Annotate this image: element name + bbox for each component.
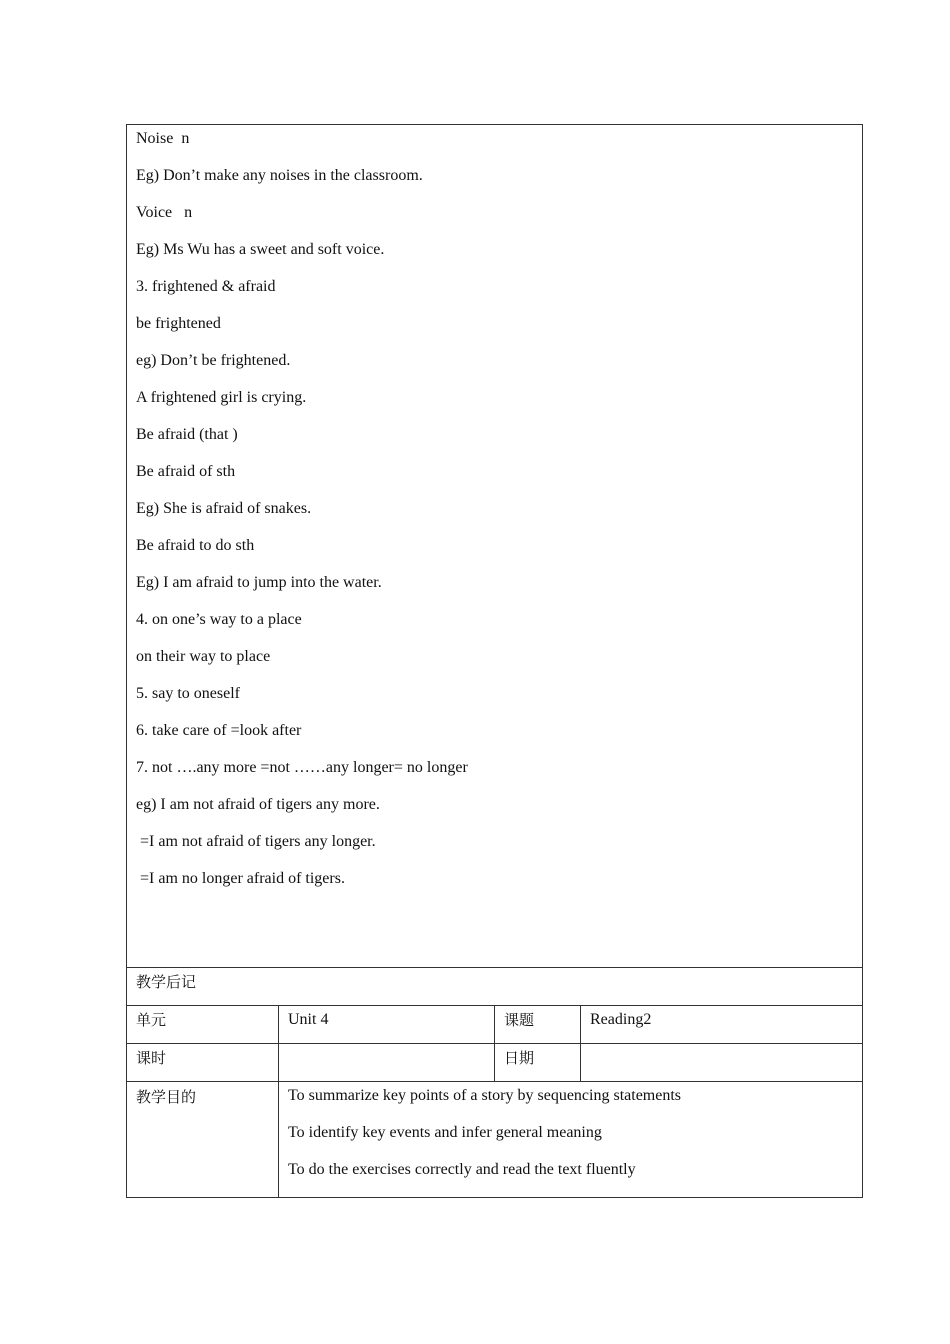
note-line: Be afraid of sth [136, 463, 236, 480]
note-line: eg) Don’t be frightened. [136, 352, 291, 369]
date-value [581, 1044, 863, 1082]
period-label: 课时 [127, 1044, 279, 1082]
afterword-label: 教学后记 [127, 968, 863, 1006]
goal-item: To do the exercises correctly and read the text fluently [288, 1161, 636, 1178]
note-line: Eg) She is afraid of snakes. [136, 500, 312, 517]
note-line: A frightened girl is crying. [136, 389, 307, 406]
note-line: Eg) I am afraid to jump into the water. [136, 574, 382, 591]
note-line: Noise n [136, 130, 190, 147]
note-line: =I am not afraid of tigers any longer. [136, 833, 376, 850]
goal-item: To summarize key points of a story by sequencing statements [288, 1087, 682, 1104]
note-line: Eg) Don’t make any noises in the classroom. [136, 167, 423, 184]
note-line: be frightened [136, 315, 221, 332]
note-line: 3. frightened & afraid [136, 278, 276, 295]
afterword-row [127, 968, 863, 1006]
lesson-plan-table [126, 124, 863, 1198]
notes-cell [127, 125, 863, 968]
date-label: 日期 [495, 1044, 581, 1082]
unit-topic-row [127, 1006, 863, 1044]
topic-label: 课题 [495, 1006, 581, 1044]
note-line: Voice n [136, 204, 193, 221]
topic-value: Reading2 [581, 1006, 863, 1044]
note-line: Eg) Ms Wu has a sweet and soft voice. [136, 241, 385, 258]
note-line: 4. on one’s way to a place [136, 611, 302, 628]
note-line: Be afraid to do sth [136, 537, 255, 554]
note-line: on their way to place [136, 648, 271, 665]
note-line: 5. say to oneself [136, 685, 240, 702]
period-date-row [127, 1044, 863, 1082]
document-page [126, 124, 862, 1198]
unit-label: 单元 [127, 1006, 279, 1044]
period-value [279, 1044, 495, 1082]
notes-row [127, 125, 863, 968]
note-line: eg) I am not afraid of tigers any more. [136, 796, 380, 813]
goal-item: To identify key events and infer general meaning [288, 1124, 602, 1141]
goals-list [279, 1082, 863, 1198]
note-line: Be afraid (that ) [136, 426, 238, 443]
note-line: 7. not ….any more =not ……any longer= no longer [136, 759, 468, 776]
goals-label: 教学目的 [127, 1082, 279, 1198]
unit-value: Unit 4 [279, 1006, 495, 1044]
note-line: =I am no longer afraid of tigers. [136, 870, 345, 887]
note-line: 6. take care of =look after [136, 722, 302, 739]
note-lines [136, 125, 853, 906]
goals-row [127, 1082, 863, 1198]
